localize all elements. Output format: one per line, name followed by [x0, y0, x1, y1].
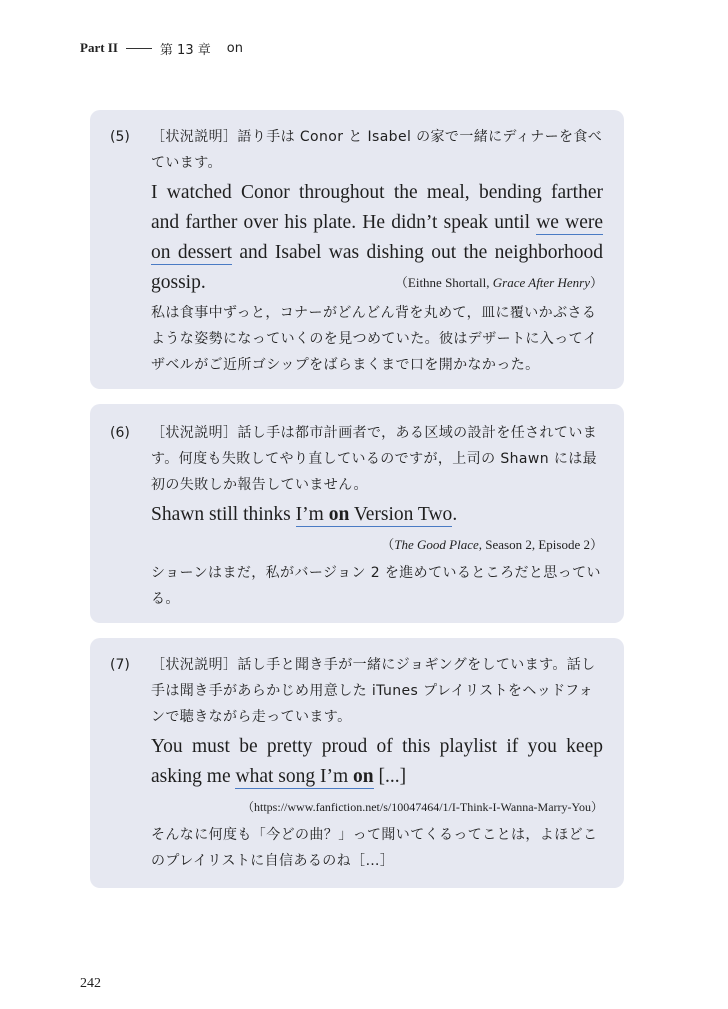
situation-text: ［状況説明］話し手は都市計画者で，ある区域の設計を任されています。何度も失敗してやり直しているのですが，上司の Shawn には最初の失敗しか報告していません。: [151, 425, 598, 493]
translation-text: そんなに何度も「今どの曲？」って聞いてくるってことは，よほどこのプレイリストに自信あるのね［…］: [151, 827, 598, 869]
part-label: Part II: [80, 40, 118, 55]
english-example: You must be pretty proud of this playlist if you keep asking me what song I’m on [...]: [151, 736, 603, 787]
underlined-phrase: we were on dessert: [151, 212, 604, 263]
translation-text: ショーンはまだ，私がバージョン 2 を進めているところだと思っている。: [151, 565, 601, 607]
source-citation: （Eithne Shortall, Grace After Henry）: [394, 275, 603, 290]
situation-text: ［状況説明］語り手は Conor と Isabel の家で一緒にディナーを食べています。: [151, 129, 603, 171]
underlined-phrase: I’m on Version Two: [295, 504, 453, 525]
example-number: (5): [110, 129, 130, 145]
underlined-phrase: what song I’m on: [235, 766, 374, 787]
example-text: and Isabel was dishing out the neighborhood gossip.: [151, 242, 603, 293]
english-example: Shawn still thinks I’m on Version Two.: [151, 504, 458, 525]
chapter-topic: on: [226, 40, 243, 56]
example-text: I watched Conor throughout the meal, bending farther and farther over his plate. He didn’t speak until: [151, 182, 603, 233]
page-number: 242: [80, 976, 101, 991]
source-citation: （https://www.fanfiction.net/s/10047464/1/I-Think-I-Wanna-Marry-You）: [242, 800, 603, 814]
running-header: [80, 38, 243, 58]
example-number: (7): [110, 657, 130, 673]
example-box-7: [90, 638, 624, 888]
example-box-6: [90, 404, 624, 623]
example-box-5: [90, 110, 624, 389]
example-number: (6): [110, 425, 130, 441]
chapter-label: 第 13 章: [159, 42, 211, 58]
english-example: [151, 178, 603, 298]
source-citation: （The Good Place, Season 2, Episode 2）: [381, 537, 603, 552]
situation-text: ［状況説明］話し手と聞き手が一緒にジョギングをしています。話し手は聞き手があらかじめ用意した iTunes プレイリストをヘッドフォンで聴きながら走っています。: [151, 657, 596, 725]
header-dash: [126, 48, 152, 49]
translation-text: 私は食事中ずっと，コナーがどんどん背を丸めて，皿に覆いかぶさるような姿勢になっていくのを見つめていた。彼はデザートに入ってイザベルがご近所ゴシップをばらまくまで口を開かなかった。: [151, 305, 598, 373]
